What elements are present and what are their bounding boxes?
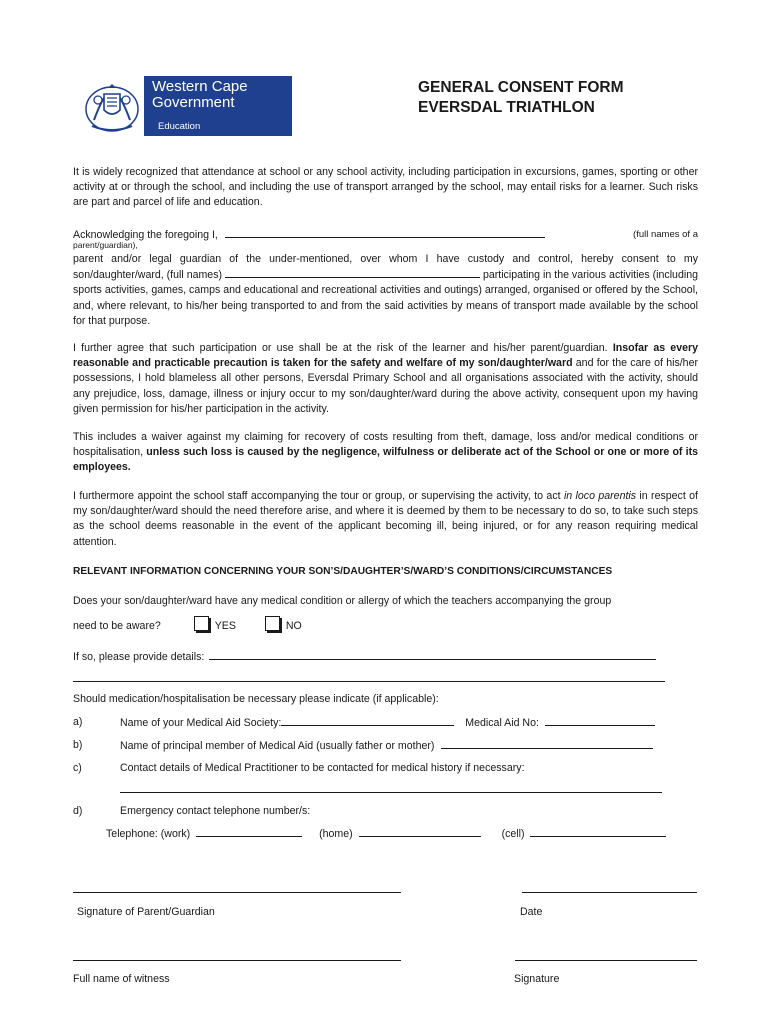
loco-text-italic: in loco parentis	[563, 490, 637, 502]
witness-signature-label: Signature	[514, 973, 560, 985]
date-label: Date	[520, 906, 543, 918]
witness-name-label: Full name of witness	[73, 973, 170, 985]
ack-line	[73, 227, 698, 242]
form-title-line-2: EVERSDAL TRIATHLON	[418, 99, 595, 116]
wcg-logo	[82, 76, 292, 136]
ack-suffix: (full names of a	[633, 229, 698, 240]
medical-aid-no-label: Medical Aid No:	[465, 717, 539, 729]
practitioner-field[interactable]	[120, 792, 662, 793]
logo-line-1: Western Cape	[152, 78, 248, 95]
medical-aid-society-field[interactable]	[281, 715, 454, 726]
logo-line-2: Government	[152, 94, 235, 111]
loco-text-a: I furthermore appoint the school staff accompanying the tour or group, or supervising the activity, to act	[73, 490, 564, 502]
intro-paragraph: It is widely recognized that attendance at school or any school activity, including participation in excursions, games, sporting or other activity at or through the school, and including the use of transport arranged by the school, may entail risks for a learner. Such risks are part and parcel of life and education.	[73, 166, 698, 209]
date-line[interactable]	[522, 892, 697, 893]
coat-of-arms-icon	[82, 76, 142, 136]
tel-home-label: (home)	[319, 828, 353, 840]
consent-paragraph	[73, 252, 698, 329]
item-a-marker: a)	[73, 716, 83, 728]
item-a	[120, 715, 655, 730]
principal-member-field[interactable]	[441, 738, 653, 749]
no-label: NO	[285, 620, 302, 632]
tel-cell-field[interactable]	[530, 826, 666, 837]
form-title-line-1: GENERAL CONSENT FORM	[418, 79, 624, 96]
item-b-marker: b)	[73, 739, 83, 751]
tel-work-label: Telephone: (work)	[106, 828, 191, 840]
item-d-marker: d)	[73, 805, 83, 817]
logo-banner	[144, 76, 292, 136]
no-checkbox[interactable]	[265, 616, 280, 631]
medical-question-2: need to be aware?	[73, 620, 161, 632]
medical-aid-society-label: Name of your Medical Aid Society:	[120, 717, 282, 729]
ack-prefix: Acknowledging the foregoing I,	[73, 229, 218, 241]
item-c-marker: c)	[73, 762, 82, 774]
tel-cell-label: (cell)	[501, 828, 525, 840]
risk-text-a: I further agree that such participation or use shall be at the risk of the learner and his/her parent/guardian.	[73, 342, 613, 354]
principal-member-label: Name of principal member of Medical Aid (usually father or mother)	[120, 740, 435, 752]
risk-text-b: and for the care of his/her possessions, I hold blameless all other persons, Eversdal Primary School and all organisations associated with the activity, should any prejudice, loss, damage, illness or injury occur to my son/daughter/ward during the above activity, consequent upon my having given permission for his/her participation in the activity.	[73, 357, 698, 415]
emergency-label: Emergency contact telephone number/s:	[120, 805, 311, 817]
loco-parentis-paragraph	[73, 489, 698, 550]
telephone-row	[106, 826, 666, 841]
form-title	[418, 78, 624, 118]
details-field[interactable]	[209, 649, 656, 660]
child-name-field[interactable]	[225, 267, 480, 278]
witness-name-line[interactable]	[73, 960, 401, 961]
risk-paragraph	[73, 341, 698, 417]
waiver-text: This includes a waiver against my claiming for recovery of costs resulting from theft, damage, loss and/or medical conditions or hospitalisation,	[73, 431, 698, 459]
loco-text-b: in respect of my son/daughter/ward should the need therefore arise, and where it is deemed by them to be necessary to do so, to take such steps as the school deems reasonable in the event of the applicant becoming ill, being injured, or for any reason requiring medical attention.	[73, 490, 698, 548]
medical-aid-no-field[interactable]	[545, 715, 655, 726]
medication-intro: Should medication/hospitalisation be necessary please indicate (if applicable):	[73, 693, 439, 705]
witness-signature-line[interactable]	[515, 960, 697, 961]
medical-question-1: Does your son/daughter/ward have any medical condition or allergy of which the teachers accompanying the group	[73, 595, 612, 607]
parent-signature-line[interactable]	[73, 892, 401, 893]
details-row	[73, 649, 656, 664]
section-heading: RELEVANT INFORMATION CONCERNING YOUR SON’S/DAUGHTER’S/WARD’S CONDITIONS/CIRCUMSTANCES	[73, 566, 613, 577]
tel-home-field[interactable]	[359, 826, 481, 837]
waiver-text-bold: unless such loss is caused by the negligence, wilfulness or deliberate act of the School or one or more of its employees.	[73, 446, 698, 474]
ack-small: parent/guardian),	[73, 240, 138, 250]
details-field-2[interactable]	[73, 681, 665, 682]
parent-name-field[interactable]	[225, 227, 545, 238]
logo-line-3: Education	[158, 121, 201, 132]
yes-label: YES	[214, 620, 236, 632]
waiver-paragraph	[73, 430, 698, 476]
medical-question-row	[73, 616, 302, 633]
practitioner-label: Contact details of Medical Practitioner to be contacted for medical history if necessary:	[120, 762, 525, 774]
item-b	[120, 738, 653, 753]
risk-text-bold: Insofar as every reasonable and practicable precaution is taken for the safety and welfare of my son/daughter/ward	[73, 342, 698, 370]
details-label: If so, please provide details:	[73, 651, 205, 663]
parent-signature-label: Signature of Parent/Guardian	[77, 906, 215, 918]
tel-work-field[interactable]	[196, 826, 302, 837]
consent-text-b: participating in the various activities (including sports activities, games, camps and educational and recreational activities and outings) arranged, organised or offered by the School, and, where relevant, to his/her being transported to and from the said activities by means of transport made available by the school for that purpose.	[73, 269, 698, 327]
yes-checkbox[interactable]	[194, 616, 209, 631]
consent-text-a: parent and/or legal guardian of the under-mentioned, over whom I have custody and control, hereby consent to my son/daughter/ward, (full names)	[73, 253, 698, 282]
